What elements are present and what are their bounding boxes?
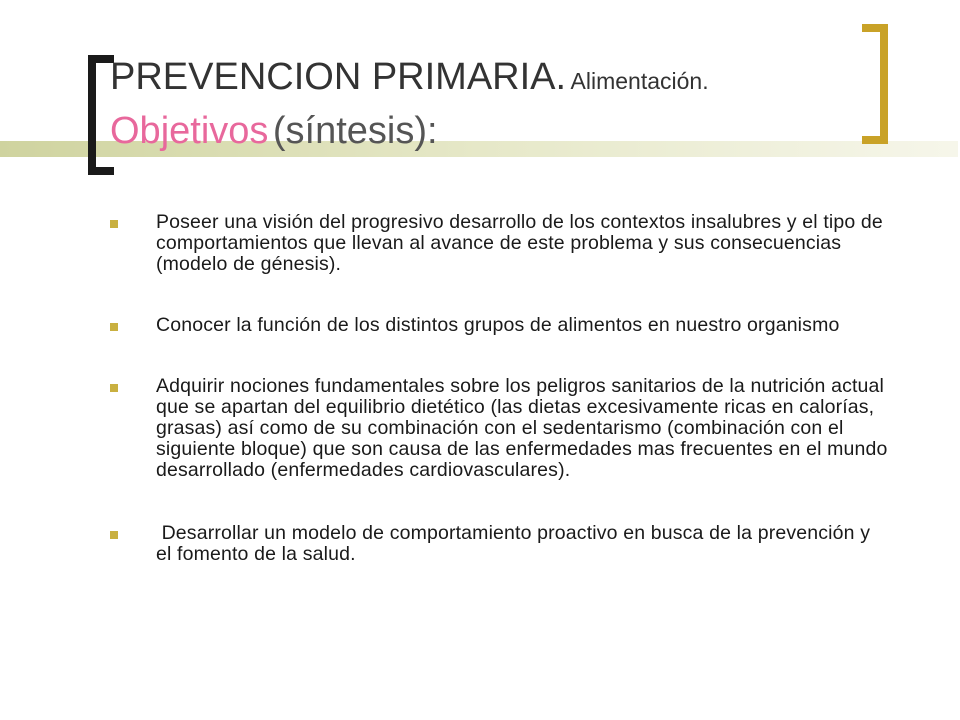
title-subtitle: Alimentación. — [570, 68, 709, 94]
list-item — [110, 212, 890, 275]
square-bullet-icon — [110, 384, 118, 392]
list-item — [110, 376, 890, 481]
bullet-text: Desarrollar un modelo de comportamiento proactivo en busca de la prevención y el fomento de la salud. — [156, 522, 876, 565]
bullet-text: Conocer la función de los distintos grupos de alimentos en nuestro organismo — [156, 314, 840, 336]
square-bullet-icon — [110, 220, 118, 228]
left-bracket-cap-bottom — [88, 167, 114, 175]
slide-title — [110, 54, 870, 162]
title-accent: Objetivos — [110, 110, 269, 152]
bullet-text: Adquirir nociones fundamentales sobre los peligros sanitarios de la nutrición actual que se apartan del equilibrio dietético (las dietas excesivamente ricas en calorías, grasas) así como de su combinación con el sedentarismo (combinación con el siguiente bloque) que son causa de las enfermedades mas frecuentes en el mundo desarrollado (enfermedades cardiovasculares). — [156, 375, 888, 481]
list-item — [110, 523, 890, 565]
square-bullet-icon — [110, 531, 118, 539]
title-main: PREVENCION PRIMARIA. — [110, 56, 567, 98]
left-bracket-decoration — [88, 55, 96, 175]
bullet-list — [110, 212, 890, 565]
right-bracket-decoration — [880, 24, 888, 144]
square-bullet-icon — [110, 323, 118, 331]
bullet-text: Poseer una visión del progresivo desarrollo de los contextos insalubres y el tipo de comportamientos que llevan al avance de este problema y sus consecuencias (modelo de génesis). — [156, 211, 883, 275]
title-rest: (síntesis): — [272, 110, 438, 152]
right-bracket-cap-top — [862, 24, 888, 32]
list-item — [110, 315, 890, 336]
